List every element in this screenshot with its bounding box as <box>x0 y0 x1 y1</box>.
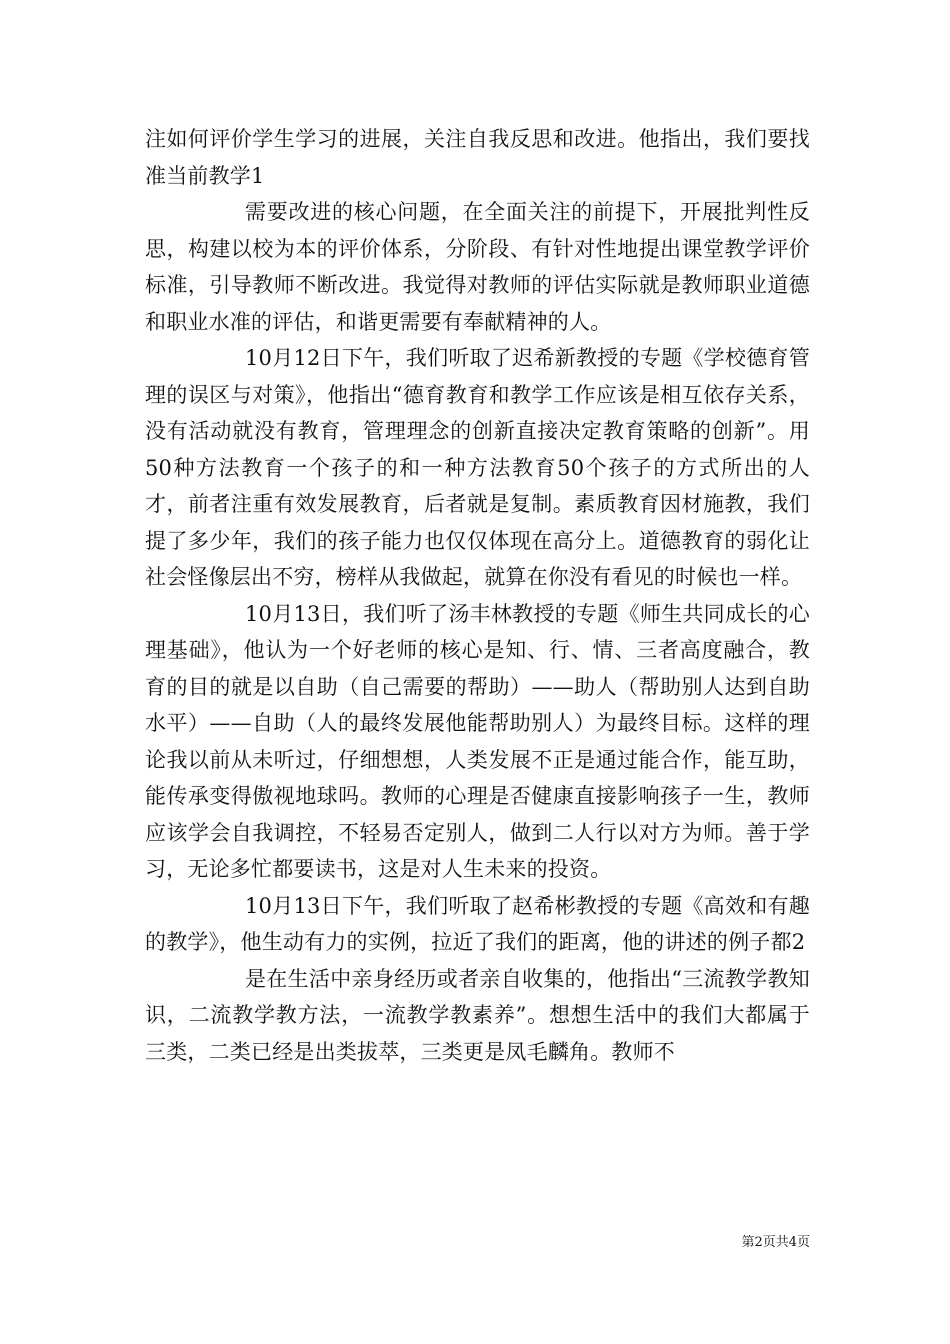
paragraph-6: 是在生活中亲身经历或者亲自收集的，他指出“三流教学教知识，二流教学教方法，一流教学教素养”。想想生活中的我们大都属于三类，二类已经是出类拔萃，三类更是凤毛麟角。教师不 <box>145 966 810 1064</box>
document-body <box>145 121 810 1070</box>
paragraph-4: 10月13日，我们听了汤丰林教授的专题《师生共同成长的心理基础》，他认为一个好老师的核心是知、行、情、三者高度融合，教育的目的就是以自助（自己需要的帮助）——助人（帮助别人达到自助水平）——自助（人的最终发展他能帮助别人）为最终目标。这样的理论我以前从未听过，仔细想想，人类发展不正是通过能合作，能互助，能传承变得傲视地球吗。教师的心理是否健康直接影响孩子一生，教师应该学会自我调控，不轻易否定别人，做到二人行以对方为师。善于学习，无论多忙都要读书，这是对人生未来的投资。 <box>145 601 810 881</box>
paragraph-1: 注如何评价学生学习的进展，关注自我反思和改进。他指出，我们要找准当前教学1 <box>145 127 810 188</box>
paragraph-5: 10月13日下午，我们听取了赵希彬教授的专题《高效和有趣的教学》，他生动有力的实例，拉近了我们的距离，他的讲述的例子都2 <box>145 893 810 954</box>
paragraph-2: 需要改进的核心问题，在全面关注的前提下，开展批判性反思，构建以校为本的评价体系，分阶段、有针对性地提出课堂教学评价标准，引导教师不断改进。我觉得对教师的评估实际就是教师职业道德和职业水准的评估，和谐更需要有奉献精神的人。 <box>145 200 810 334</box>
paragraph-3: 10月12日下午，我们听取了迟希新教授的专题《学校德育管理的误区与对策》，他指出“德育教育和教学工作应该是相互依存关系，没有活动就没有教育，管理理念的创新直接决定教育策略的创新”。用50种方法教育一个孩子的和一种方法教育50个孩子的方式所出的人才，前者注重有效发展教育，后者就是复制。素质教育因材施教，我们提了多少年，我们的孩子能力也仅仅体现在高分上。道德教育的弱化让社会怪像层出不穷，榜样从我做起，就算在你没有看见的时候也一样。 <box>145 346 810 589</box>
page-number: 第2页共4页 <box>741 1235 810 1250</box>
